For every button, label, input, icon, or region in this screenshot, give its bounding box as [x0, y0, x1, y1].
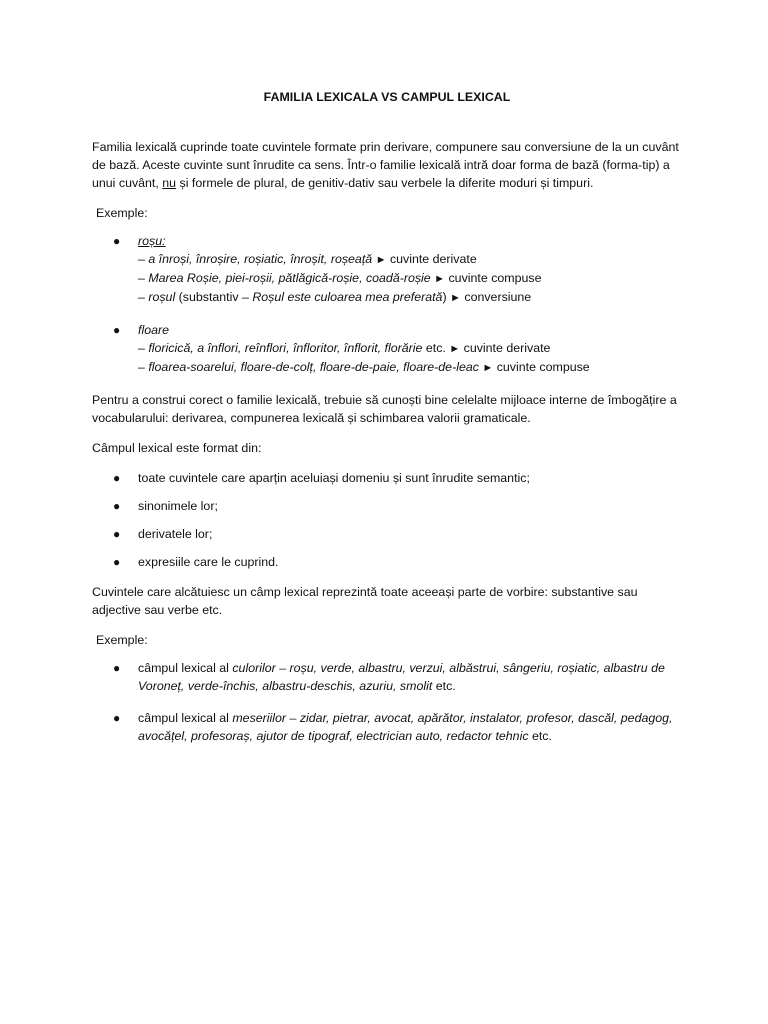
bullet-icon: ●	[113, 323, 121, 337]
list-item: ● toate cuvintele care aparțin aceluiași domeniu și sunt înrudite semantic;	[113, 471, 530, 485]
example-line: – roșul (substantiv – Roșul este culoarea mea preferată) ► conversiune	[138, 290, 532, 304]
examples-label: Exemple:	[96, 206, 148, 220]
paragraph-construction: Pentru a construi corect o familie lexicală, trebuie să cunoști bine celelalte mijloace interne de îmbogățire a vocabularului: derivarea, compunerea lexicală și schimbarea valorii gramaticale.	[92, 393, 677, 425]
arrow-icon: ►	[450, 292, 461, 304]
family-examples-list	[92, 232, 682, 377]
bullet-icon: ●	[113, 555, 121, 569]
list-item: ● expresiile care le cuprind.	[113, 555, 279, 569]
intro-text-1: Familia lexicală cuprinde toate cuvintele formate prin derivare, compunere sau conversiune de la un cuvânt de bază. Aceste cuvinte sunt înrudite ca sens. Într-o familie lexicală intră doar forma de bază (forma-tip) a unui cuvânt,	[92, 140, 679, 190]
nu-underlined: nu	[162, 176, 177, 190]
bullet-icon: ●	[113, 661, 121, 675]
list-item: ● sinonimele lor;	[113, 499, 218, 513]
bullet-icon: ●	[113, 234, 121, 248]
examples-label: Exemple:	[96, 633, 148, 647]
field-example-jobs: ● câmpul lexical al meseriilor – zidar, pietrar, avocat, apărător, instalator, profesor, dascăl, pedagog, avocățel, profesoraș, ajutor de tipograf, electrician auto, redactor tehnic etc.	[113, 711, 673, 743]
document-page	[92, 88, 682, 759]
field-example-colors: ● câmpul lexical al culorilor – roșu, verde, albastru, verzui, albăstrui, sângeriu, roșiatic, albastru de Voroneț, verde-închis, albastru-deschis, azuriu, smolit etc.	[113, 661, 665, 693]
paragraph-field-intro: Câmpul lexical este format din:	[92, 441, 262, 455]
family-example-rosu	[92, 232, 682, 307]
paragraph-part-of-speech: Cuvintele care alcătuiesc un câmp lexical reprezintă toate aceeași parte de vorbire: substantive sau adjective sau verbe etc.	[92, 585, 638, 617]
list-item: ● derivatele lor;	[113, 527, 213, 541]
arrow-icon: ►	[449, 343, 461, 355]
document-title: FAMILIA LEXICALA VS CAMPUL LEXICAL	[263, 90, 511, 104]
intro-paragraph	[92, 138, 682, 192]
example-line: – floricică, a înflori, reînflori, înfloritor, înflorit, florărie etc. ► cuvinte derivate	[138, 341, 551, 355]
arrow-icon: ►	[434, 273, 446, 285]
arrow-icon: ►	[482, 362, 494, 374]
bullet-icon: ●	[113, 711, 121, 725]
field-components-list	[92, 469, 682, 571]
example-headword: roșu:	[138, 234, 166, 248]
family-example-floare	[92, 321, 682, 377]
bullet-icon: ●	[113, 499, 121, 513]
example-line: – floarea-soarelui, floare-de-colț, floare-de-paie, floare-de-leac ► cuvinte compuse	[138, 360, 590, 374]
bullet-icon: ●	[113, 471, 121, 485]
example-line: – a înroși, înroșire, roșiatic, înroșit, roșeață ► cuvinte derivate	[138, 252, 477, 266]
bullet-icon: ●	[113, 527, 121, 541]
arrow-icon: ►	[375, 254, 387, 266]
example-line: – Marea Roșie, piei-roșii, pătlăgică-roșie, coadă-roșie ► cuvinte compuse	[138, 271, 542, 285]
example-headword: floare	[138, 323, 169, 337]
field-examples-list	[92, 659, 682, 745]
intro-text-2: și formele de plural, de genitiv-dativ sau verbele la diferite moduri și timpuri.	[176, 176, 594, 190]
